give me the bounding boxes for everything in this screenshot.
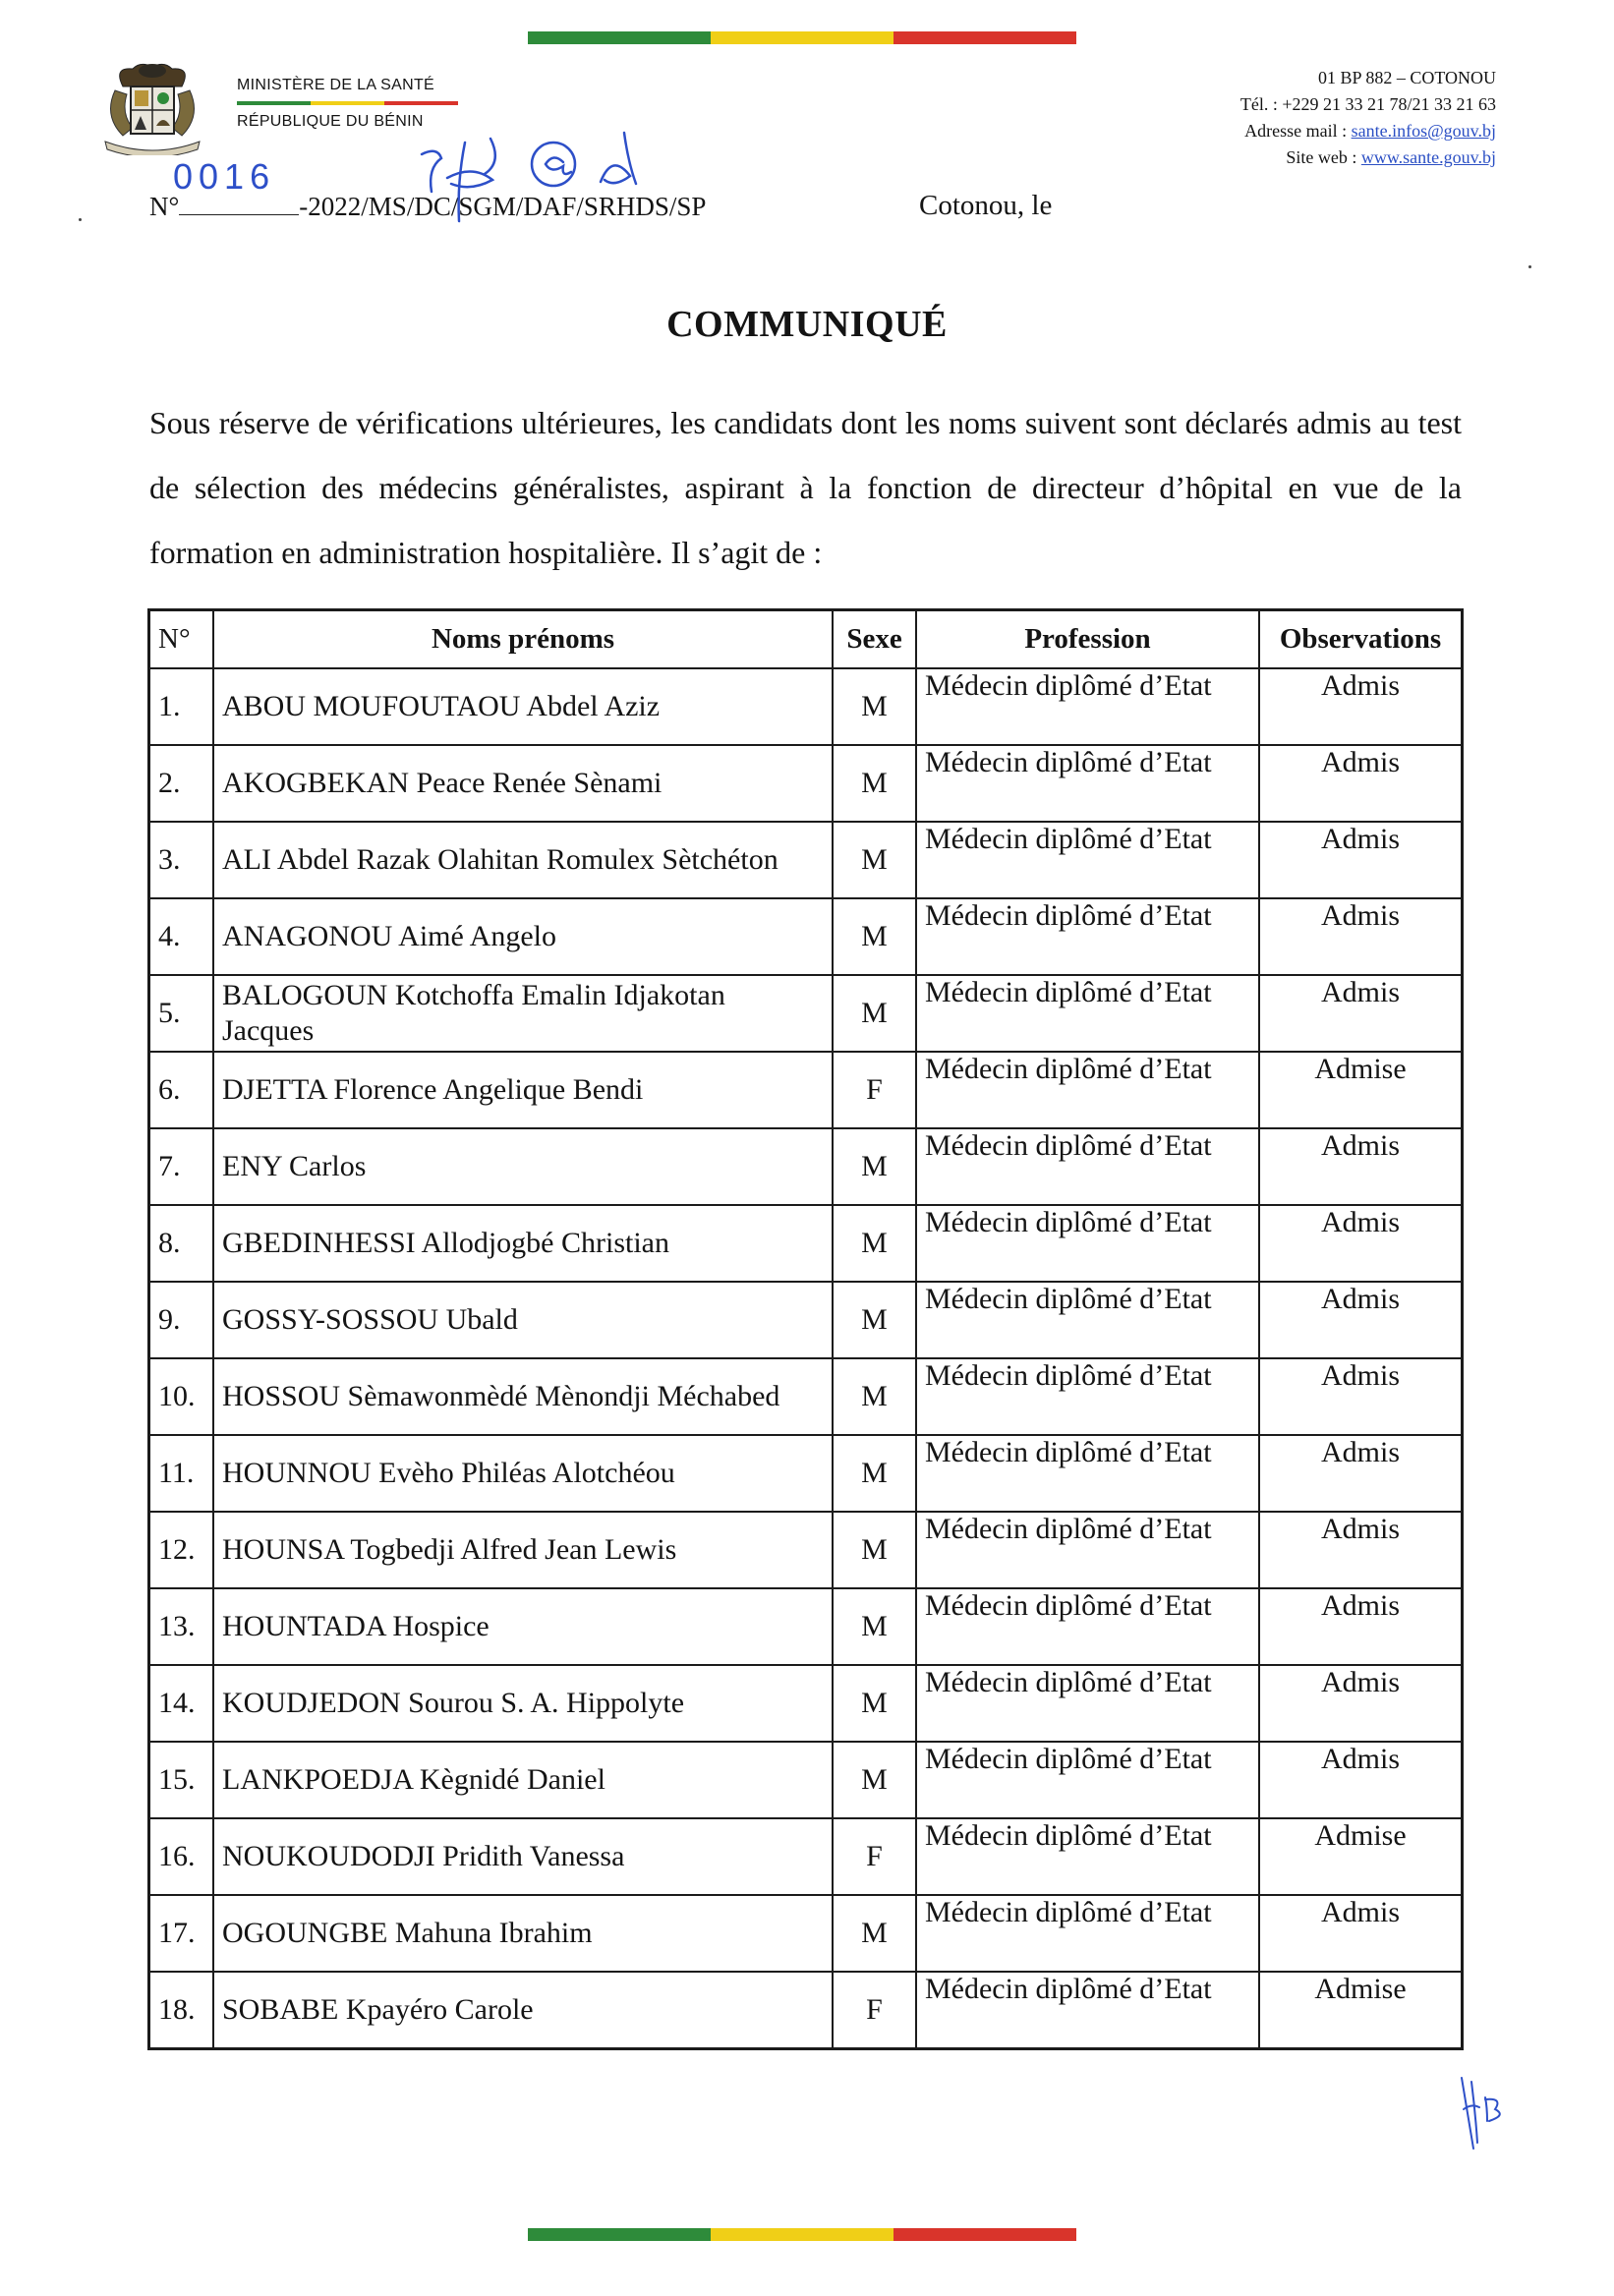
candidate-observation: Admis	[1259, 1282, 1463, 1358]
candidate-name: HOUNTADA Hospice	[213, 1588, 833, 1665]
candidate-name: HOUNNOU Evèho Philéas Alotchéou	[213, 1435, 833, 1512]
table-row	[149, 822, 1463, 898]
row-number: 15.	[149, 1742, 214, 1818]
table-row	[149, 1512, 1463, 1588]
row-number: 3.	[149, 822, 214, 898]
col-name: Noms prénoms	[213, 610, 833, 669]
republic-name: RÉPUBLIQUE DU BÉNIN	[237, 113, 424, 130]
row-number: 2.	[149, 745, 214, 822]
candidate-sex: M	[833, 1128, 916, 1205]
candidate-observation: Admis	[1259, 1358, 1463, 1435]
table-row	[149, 1895, 1463, 1972]
reference-suffix: -2022/MS/DC/SGM/DAF/SRHDS/SP	[299, 192, 707, 221]
col-number: N°	[149, 610, 214, 669]
candidate-observation: Admis	[1259, 1895, 1463, 1972]
table-row	[149, 1282, 1463, 1358]
candidate-name: NOUKOUDODJI Pridith Vanessa	[213, 1818, 833, 1895]
col-sex: Sexe	[833, 610, 916, 669]
intro-paragraph: Sous réserve de vérifications ultérieures, les candidats dont les noms suivent sont déclarés admis au test de sélection des médecins généralistes, aspirant à la fonction de directeur d’hôpital en vue de la formation en administration hospitalière. Il s’agit de :	[149, 405, 1462, 570]
row-number: 11.	[149, 1435, 214, 1512]
candidate-profession: Médecin diplômé d’Etat	[916, 1972, 1259, 2049]
postal-address: 01 BP 882 – COTONOU	[1317, 68, 1496, 87]
website-line	[1240, 144, 1496, 171]
flag-red	[893, 31, 1076, 44]
candidate-name: SOBABE Kpayéro Carole	[213, 1972, 833, 2049]
phone-numbers: Tél. : +229 21 33 21 78/21 33 21 63	[1239, 94, 1496, 114]
email-label: Adresse mail :	[1244, 121, 1352, 141]
row-number: 13.	[149, 1588, 214, 1665]
candidate-observation: Admise	[1259, 1972, 1463, 2049]
flag-line	[237, 101, 458, 105]
flag-yellow	[711, 31, 893, 44]
row-number: 12.	[149, 1512, 214, 1588]
flag-line-yellow	[311, 101, 384, 105]
motto-ribbon	[105, 142, 200, 155]
candidate-name: OGOUNGBE Mahuna Ibrahim	[213, 1895, 833, 1972]
table-row	[149, 1435, 1463, 1512]
candidate-sex: F	[833, 1052, 916, 1128]
candidate-name: HOSSOU Sèmawonmèdé Mènondji Méchabed	[213, 1358, 833, 1435]
contact-block	[1240, 65, 1496, 171]
table-row	[149, 1972, 1463, 2049]
initials-icon	[1458, 2074, 1517, 2152]
candidate-sex: F	[833, 1818, 916, 1895]
flag-band-top	[528, 31, 1076, 44]
row-number: 10.	[149, 1358, 214, 1435]
candidate-name: AKOGBEKAN Peace Renée Sènami	[213, 745, 833, 822]
candidate-observation: Admis	[1259, 975, 1463, 1052]
candidate-name: DJETTA Florence Angelique Bendi	[213, 1052, 833, 1128]
table-row	[149, 1742, 1463, 1818]
header-row	[149, 610, 1463, 669]
row-number: 14.	[149, 1665, 214, 1742]
candidate-profession: Médecin diplômé d’Etat	[916, 745, 1259, 822]
candidate-name: ENY Carlos	[213, 1128, 833, 1205]
candidate-profession: Médecin diplômé d’Etat	[916, 1895, 1259, 1972]
candidate-profession: Médecin diplômé d’Etat	[916, 975, 1259, 1052]
coat-of-arms-icon	[93, 57, 211, 155]
candidate-profession: Médecin diplômé d’Etat	[916, 1282, 1259, 1358]
scan-speck	[1528, 265, 1531, 268]
flag-line-green	[237, 101, 311, 105]
row-number: 16.	[149, 1818, 214, 1895]
flag-red	[893, 2228, 1076, 2241]
candidate-profession: Médecin diplômé d’Etat	[916, 822, 1259, 898]
candidate-sex: M	[833, 1742, 916, 1818]
candidate-observation: Admis	[1259, 1128, 1463, 1205]
table-body	[149, 668, 1463, 2049]
candidate-sex: M	[833, 1205, 916, 1282]
candidate-sex: M	[833, 1588, 916, 1665]
candidate-name: BALOGOUN Kotchoffa Emalin Idjakotan Jacques	[213, 975, 833, 1052]
document-title: COMMUNIQUÉ	[666, 304, 948, 345]
flag-green	[528, 31, 711, 44]
candidate-sex: F	[833, 1972, 916, 2049]
table-row	[149, 668, 1463, 745]
table-row	[149, 975, 1463, 1052]
candidate-observation: Admise	[1259, 1052, 1463, 1128]
table-row	[149, 1128, 1463, 1205]
candidate-profession: Médecin diplômé d’Etat	[916, 898, 1259, 975]
candidate-sex: M	[833, 822, 916, 898]
candidate-observation: Admis	[1259, 745, 1463, 822]
candidate-profession: Médecin diplômé d’Etat	[916, 1435, 1259, 1512]
candidate-sex: M	[833, 745, 916, 822]
row-number: 1.	[149, 668, 214, 745]
table-header	[149, 610, 1463, 669]
row-number: 6.	[149, 1052, 214, 1128]
candidate-sex: M	[833, 975, 916, 1052]
candidate-sex: M	[833, 898, 916, 975]
candidate-observation: Admis	[1259, 1588, 1463, 1665]
candidate-name: HOUNSA Togbedji Alfred Jean Lewis	[213, 1512, 833, 1588]
candidate-sex: M	[833, 1435, 916, 1512]
website-label: Site web :	[1286, 147, 1361, 167]
candidate-name: GBEDINHESSI Allodjogbé Christian	[213, 1205, 833, 1282]
candidate-name: KOUDJEDON Sourou S. A. Hippolyte	[213, 1665, 833, 1742]
table-row	[149, 898, 1463, 975]
row-number: 18.	[149, 1972, 214, 2049]
email-line	[1240, 118, 1496, 144]
candidate-profession: Médecin diplômé d’Etat	[916, 1512, 1259, 1588]
row-number: 9.	[149, 1282, 214, 1358]
place-date: Cotonou, le	[919, 190, 1053, 221]
table-row	[149, 1358, 1463, 1435]
flag-yellow	[711, 2228, 893, 2241]
candidate-sex: M	[833, 1358, 916, 1435]
results-table	[147, 608, 1464, 2050]
website-link[interactable]: www.sante.gouv.bj	[1360, 147, 1496, 167]
candidate-observation: Admis	[1259, 668, 1463, 745]
reference-prefix: N°	[149, 192, 180, 221]
candidate-name: ALI Abdel Razak Olahitan Romulex Sètchéton	[213, 822, 833, 898]
row-number: 7.	[149, 1128, 214, 1205]
candidate-observation: Admis	[1259, 1665, 1463, 1742]
row-number: 5.	[149, 975, 214, 1052]
ministry-name: MINISTÈRE DE LA SANTÉ	[237, 77, 435, 93]
table-row	[149, 1205, 1463, 1282]
candidate-sex: M	[833, 1512, 916, 1588]
row-number: 8.	[149, 1205, 214, 1282]
candidate-name: GOSSY-SOSSOU Ubald	[213, 1282, 833, 1358]
col-observations: Observations	[1259, 610, 1463, 669]
email-link[interactable]: sante.infos@gouv.bj	[1351, 121, 1496, 141]
stamped-number: 0016	[173, 156, 276, 197]
candidate-profession: Médecin diplômé d’Etat	[916, 1128, 1259, 1205]
table-row	[149, 745, 1463, 822]
signature-icon	[408, 123, 693, 231]
candidate-observation: Admis	[1259, 822, 1463, 898]
table-row	[149, 1052, 1463, 1128]
col-profession: Profession	[916, 610, 1259, 669]
scan-speck	[79, 218, 82, 221]
candidate-profession: Médecin diplômé d’Etat	[916, 1358, 1259, 1435]
table-row	[149, 1818, 1463, 1895]
row-number: 17.	[149, 1895, 214, 1972]
candidate-profession: Médecin diplômé d’Etat	[916, 1052, 1259, 1128]
candidate-profession: Médecin diplômé d’Etat	[916, 1818, 1259, 1895]
candidate-name: LANKPOEDJA Kègnidé Daniel	[213, 1742, 833, 1818]
candidate-observation: Admis	[1259, 1512, 1463, 1588]
candidate-profession: Médecin diplômé d’Etat	[916, 1205, 1259, 1282]
candidate-sex: M	[833, 668, 916, 745]
candidate-profession: Médecin diplômé d’Etat	[916, 1665, 1259, 1742]
row-number: 4.	[149, 898, 214, 975]
flag-band-bottom	[528, 2228, 1076, 2241]
candidate-observation: Admis	[1259, 1435, 1463, 1512]
candidate-name: ABOU MOUFOUTAOU Abdel Aziz	[213, 668, 833, 745]
table-row	[149, 1588, 1463, 1665]
candidate-observation: Admis	[1259, 898, 1463, 975]
candidate-observation: Admis	[1259, 1205, 1463, 1282]
candidate-sex: M	[833, 1282, 916, 1358]
flag-green	[528, 2228, 711, 2241]
candidate-observation: Admis	[1259, 1742, 1463, 1818]
candidate-observation: Admise	[1259, 1818, 1463, 1895]
table-row	[149, 1665, 1463, 1742]
candidate-sex: M	[833, 1895, 916, 1972]
candidate-sex: M	[833, 1665, 916, 1742]
flag-line-red	[384, 101, 458, 105]
candidate-name: ANAGONOU Aimé Angelo	[213, 898, 833, 975]
candidate-profession: Médecin diplômé d’Etat	[916, 1742, 1259, 1818]
candidate-profession: Médecin diplômé d’Etat	[916, 668, 1259, 745]
candidate-profession: Médecin diplômé d’Etat	[916, 1588, 1259, 1665]
